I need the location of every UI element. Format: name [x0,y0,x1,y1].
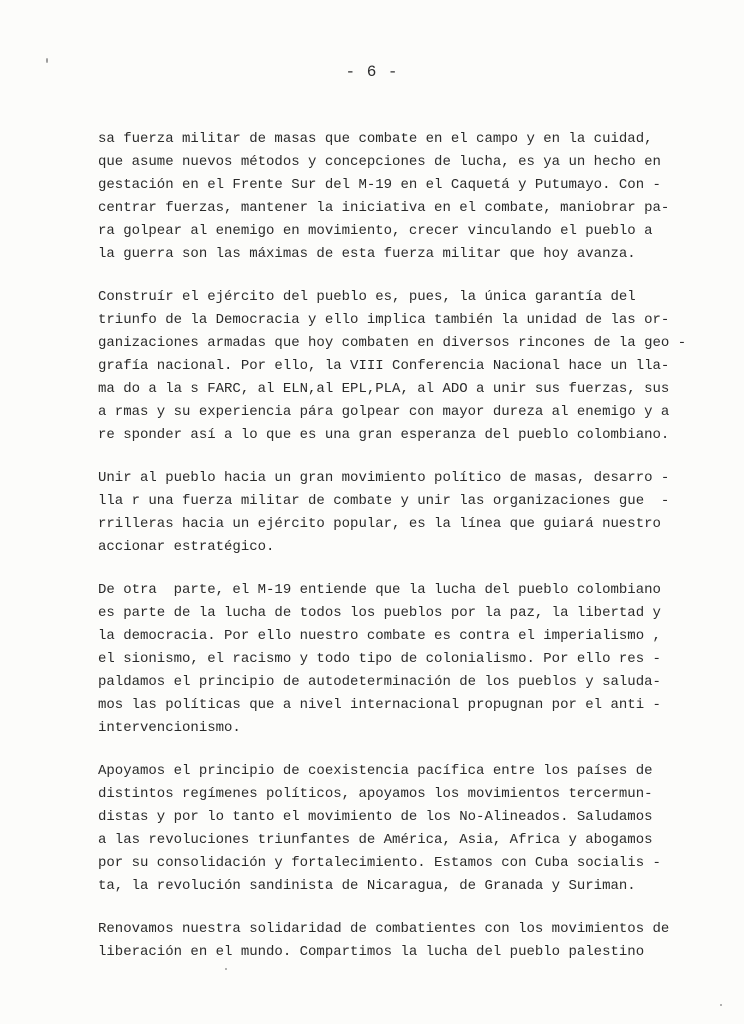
scan-speck [46,58,48,63]
text-line: el sionismo, el racismo y todo tipo de colonialismo. Por ello res - [98,651,661,667]
paragraph-6 [98,918,698,964]
text-line: Construír el ejército del pueblo es, pues, la única garantía del [98,289,636,305]
text-line: grafía nacional. Por ello, la VIII Conferencia Nacional hace un lla- [98,358,670,374]
text-line: liberación en el mundo. Compartimos la lucha del pueblo palestino [98,944,645,960]
text-line: ra golpear al enemigo en movimiento, crecer vinculando el pueblo a [98,223,653,239]
paragraph-1 [98,128,698,266]
text-line: Renovamos nuestra solidaridad de combatientes con los movimientos de [98,921,670,937]
text-line: Unir al pueblo hacia un gran movimiento político de masas, desarro - [98,470,670,486]
text-line: ganizaciones armadas que hoy combaten en diversos rincones de la geo - [98,335,687,351]
text-line: que asume nuevos métodos y concepciones de lucha, es ya un hecho en [98,154,661,170]
text-line: por su consolidación y fortalecimiento. Estamos con Cuba socialis - [98,855,661,871]
text-line: a las revoluciones triunfantes de América, Asia, Africa y abogamos [98,832,653,848]
scan-speck [720,1004,722,1006]
text-line: ma do a la s FARC, al ELN,al EPL,PLA, al ADO a unir sus fuerzas, sus [98,381,670,397]
page-number: - 6 - [345,63,399,81]
text-line: lla r una fuerza militar de combate y unir las organizaciones gue - [98,493,670,509]
text-line: paldamos el principio de autodeterminación de los pueblos y saluda- [98,674,661,690]
scan-speck [225,968,227,970]
text-line: la democracia. Por ello nuestro combate es contra el imperialismo , [98,628,661,644]
text-line: a rmas y su experiencia pára golpear con mayor dureza al enemigo y a [98,404,670,420]
text-line: rrilleras hacia un ejército popular, es la línea que guiará nuestro [98,516,661,532]
body-text [98,128,698,984]
text-line: re sponder así a lo que es una gran esperanza del pueblo colombiano. [98,427,670,443]
text-line: es parte de la lucha de todos los pueblos por la paz, la libertad y [98,605,661,621]
text-line: mos las políticas que a nivel internacional propugnan por el anti - [98,697,661,713]
text-line: sa fuerza militar de masas que combate en el campo y en la cuidad, [98,131,653,147]
text-line: gestación en el Frente Sur del M-19 en el Caquetá y Putumayo. Con - [98,177,661,193]
paragraph-3 [98,467,698,559]
text-line: ta, la revolución sandinista de Nicaragua, de Granada y Suriman. [98,878,636,894]
text-line: la guerra son las máximas de esta fuerza militar que hoy avanza. [98,246,636,262]
text-line: distintos regímenes políticos, apoyamos los movimientos tercermun- [98,786,653,802]
text-line: centrar fuerzas, mantener la iniciativa en el combate, maniobrar pa- [98,200,670,216]
text-line: Apoyamos el principio de coexistencia pacífica entre los países de [98,763,653,779]
text-line: accionar estratégico. [98,539,275,555]
paragraph-2 [98,286,698,447]
text-line: intervencionismo. [98,720,241,736]
text-line: distas y por lo tanto el movimiento de los No-Alineados. Saludamos [98,809,653,825]
text-line: triunfo de la Democracia y ello implica también la unidad de las or- [98,312,670,328]
paragraph-4 [98,579,698,740]
text-line: De otra parte, el M-19 entiende que la lucha del pueblo colombiano [98,582,661,598]
paragraph-5 [98,760,698,898]
